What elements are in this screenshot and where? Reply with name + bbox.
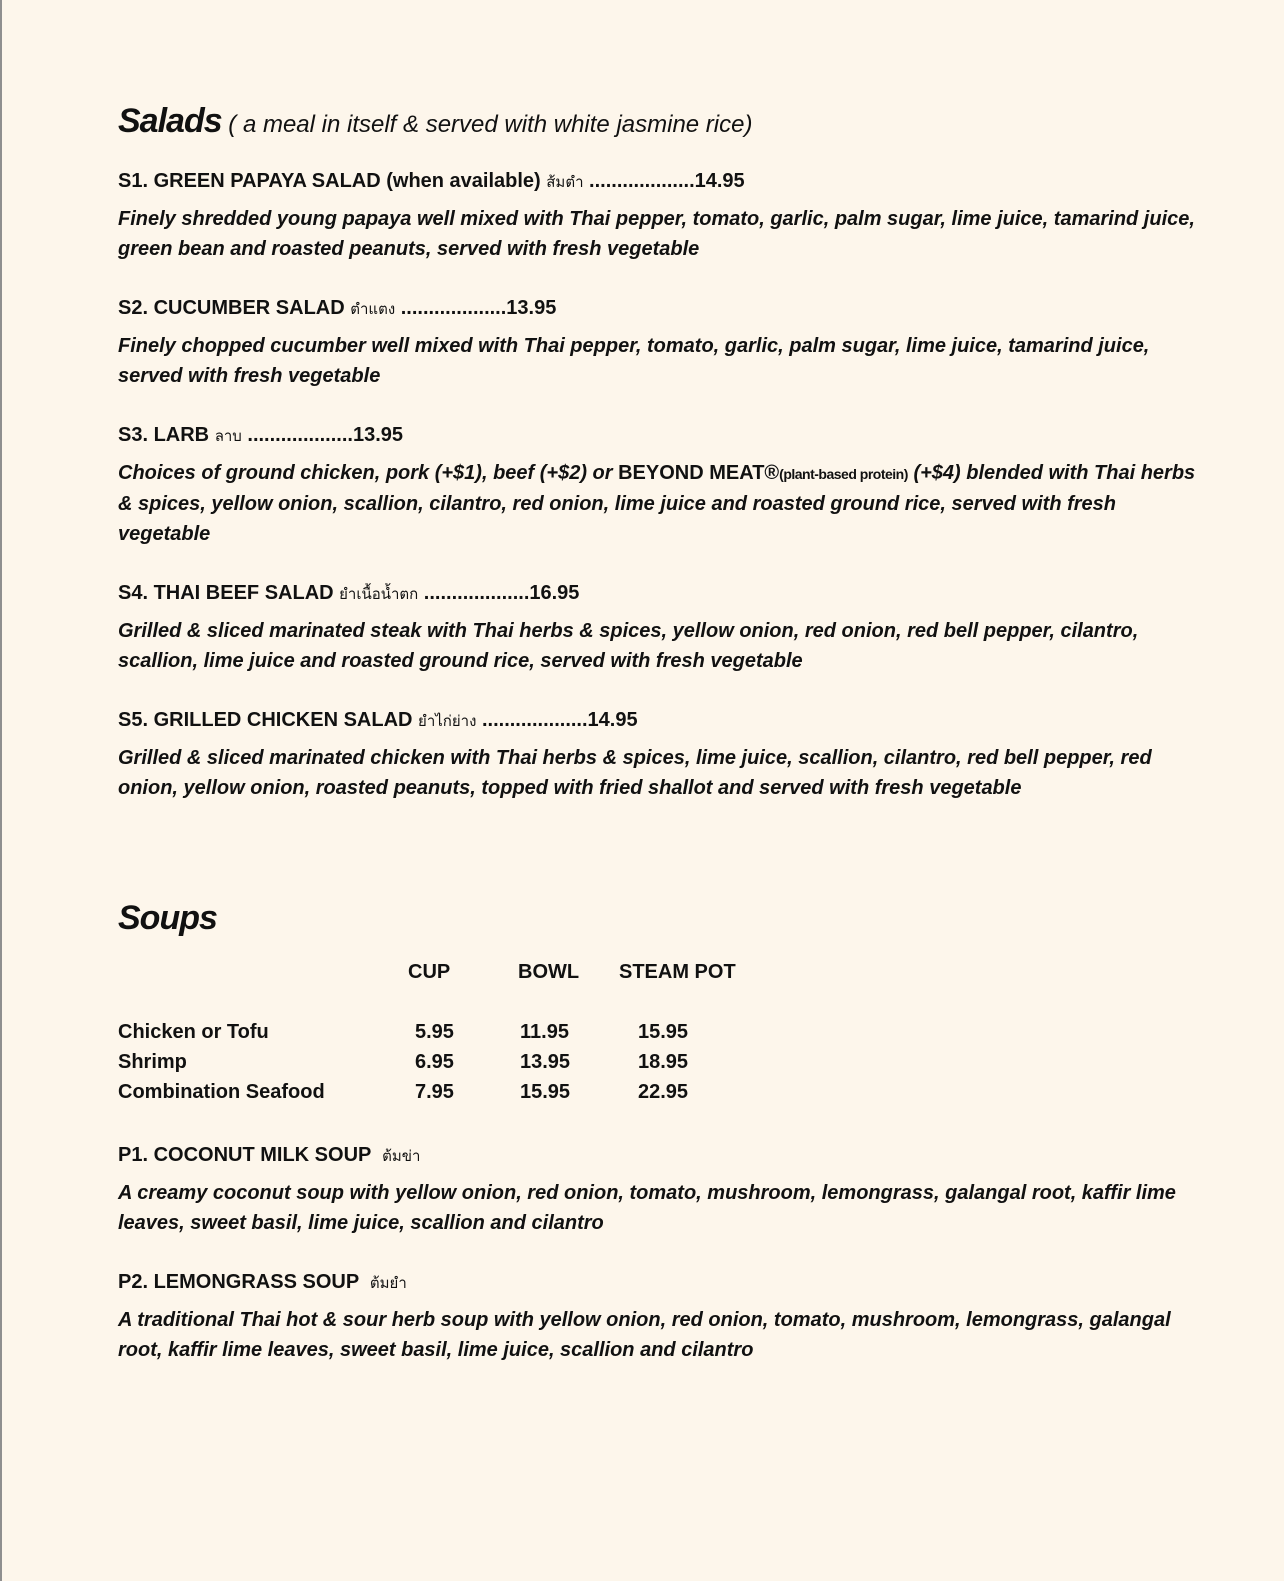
item-price: ...................14.95 bbox=[583, 170, 745, 192]
menu-item-s2 bbox=[118, 293, 1198, 391]
item-thai-name: ยำเนื้อน้ำตก bbox=[339, 586, 419, 603]
soup-row-pot-price: 18.95 bbox=[638, 1051, 689, 1073]
soup-row-bowl-price: 15.95 bbox=[520, 1081, 571, 1103]
item-title bbox=[118, 420, 1198, 452]
item-title bbox=[118, 578, 1198, 610]
item-name: S4. THAI BEEF SALAD bbox=[118, 582, 334, 604]
soup-row-pot-price: 15.95 bbox=[638, 1021, 689, 1043]
item-thai-name: ยำไก่ย่าง bbox=[418, 713, 477, 730]
item-description-part: Choices of ground chicken, pork (+$1), beef (+$2) or bbox=[118, 462, 619, 484]
menu-item-p2 bbox=[118, 1267, 1198, 1365]
item-thai-name: ลาบ bbox=[214, 428, 242, 445]
menu-item-s3 bbox=[118, 420, 1198, 549]
item-thai-name: ส้มตำ bbox=[546, 174, 584, 191]
item-description: Grilled & sliced marinated chicken with Thai herbs & spices, lime juice, scallion, cilantro, red bell pepper, red onion, yellow onion, roasted peanuts, topped with fried shallot and served with fresh vegetable bbox=[118, 747, 1152, 799]
soup-row-bowl-price: 11.95 bbox=[520, 1021, 569, 1043]
menu-item-s5 bbox=[118, 705, 1198, 803]
item-price: ...................14.95 bbox=[476, 709, 638, 731]
soup-row-cup-price: 5.95 bbox=[415, 1021, 454, 1043]
salads-heading bbox=[118, 98, 1198, 148]
salads-title: Salads bbox=[118, 102, 222, 140]
item-name: P2. LEMONGRASS SOUP bbox=[118, 1271, 359, 1293]
soups-heading bbox=[118, 895, 1198, 941]
item-name: S1. GREEN PAPAYA SALAD (when available) bbox=[118, 170, 541, 192]
item-description: Finely shredded young papaya well mixed with Thai pepper, tomato, garlic, palm sugar, lime juice, tamarind juice, green bean and roasted peanuts, served with fresh vegetable bbox=[118, 208, 1195, 260]
column-header-steam-pot: STEAM POT bbox=[619, 961, 736, 983]
column-header-bowl: BOWL bbox=[518, 961, 580, 983]
soup-row-name: Chicken or Tofu bbox=[118, 1021, 269, 1043]
item-title bbox=[118, 1140, 1198, 1172]
soup-row-pot-price: 22.95 bbox=[638, 1081, 689, 1103]
brand-note: (plant-based protein) bbox=[779, 466, 908, 482]
item-description: A creamy coconut soup with yellow onion, red onion, tomato, mushroom, lemongrass, galangal root, kaffir lime leaves, sweet basil, lime juice, scallion and cilantro bbox=[118, 1182, 1176, 1234]
item-description: Grilled & sliced marinated steak with Thai herbs & spices, yellow onion, red onion, red bell pepper, cilantro, scallion, lime juice and roasted ground rice, served with fresh vegetable bbox=[118, 620, 1139, 672]
item-description: Finely chopped cucumber well mixed with Thai pepper, tomato, garlic, palm sugar, lime juice, tamarind juice, served with fresh vegetable bbox=[118, 335, 1150, 387]
item-name: S5. GRILLED CHICKEN SALAD bbox=[118, 709, 413, 731]
item-name: S3. LARB bbox=[118, 424, 210, 446]
soup-price-table bbox=[118, 961, 1198, 1111]
item-title bbox=[118, 293, 1198, 325]
menu-item-s1 bbox=[118, 166, 1198, 264]
menu-item-s4 bbox=[118, 578, 1198, 676]
brand-name: BEYOND MEAT® bbox=[618, 462, 780, 484]
soup-row-name: Shrimp bbox=[118, 1051, 187, 1073]
column-header-cup: CUP bbox=[408, 961, 451, 983]
item-thai-name: ต้มข่า bbox=[382, 1148, 421, 1165]
item-title bbox=[118, 166, 1198, 198]
item-price: ...................13.95 bbox=[395, 297, 557, 319]
soups-title: Soups bbox=[118, 899, 217, 937]
item-title bbox=[118, 705, 1198, 737]
soup-row-cup-price: 7.95 bbox=[415, 1081, 454, 1103]
item-thai-name: ต้มยำ bbox=[369, 1275, 407, 1292]
item-thai-name: ตำแตง bbox=[350, 301, 396, 318]
item-description bbox=[118, 458, 1198, 549]
item-price: ...................16.95 bbox=[418, 582, 580, 604]
menu-page bbox=[118, 98, 1198, 1365]
item-name: P1. COCONUT MILK SOUP bbox=[118, 1144, 371, 1166]
soup-row-name: Combination Seafood bbox=[118, 1081, 325, 1103]
item-description-part: (+$4) blended with Thai herbs & spices, yellow onion, scallion, cilantro, red onion, lime juice and roasted ground rice, served with fresh vegetable bbox=[118, 462, 1196, 545]
soup-row-bowl-price: 13.95 bbox=[520, 1051, 571, 1073]
page-left-border bbox=[0, 0, 2, 1581]
salads-subtitle: ( a meal in itself & served with white jasmine rice) bbox=[221, 111, 753, 138]
item-description: A traditional Thai hot & sour herb soup with yellow onion, red onion, tomato, mushroom, lemongrass, galangal root, kaffir lime leaves, sweet basil, lime juice, scallion and cilantro bbox=[118, 1309, 1171, 1361]
menu-item-p1 bbox=[118, 1140, 1198, 1238]
item-title bbox=[118, 1267, 1198, 1299]
soup-row-cup-price: 6.95 bbox=[415, 1051, 454, 1073]
item-price: ...................13.95 bbox=[241, 424, 404, 446]
item-name: S2. CUCUMBER SALAD bbox=[118, 297, 345, 319]
